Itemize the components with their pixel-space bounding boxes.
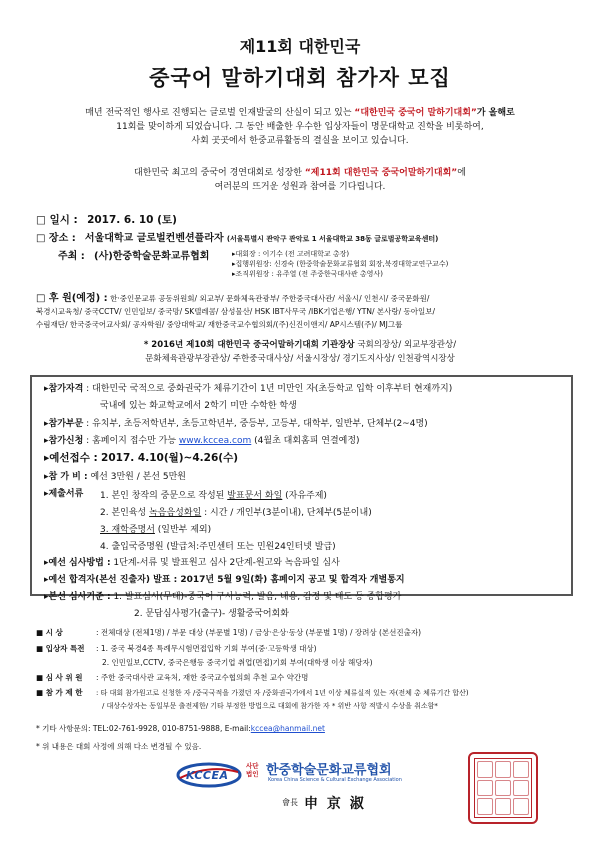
- benefit-1: : 1. 중국 북경4종 특례무시험면접입학 기회 부여(중·고등학생 대상): [96, 644, 317, 653]
- qualification-label: ▸참가자격: [44, 384, 84, 394]
- seal-characters: [476, 760, 530, 816]
- application-note: (4월초 대회홈피 연결예정): [251, 436, 360, 446]
- restriction-2: / 대상수상자는 동일부문 출전제한/ 기타 부정한 방법으로 대회에 참가한 자 * 위반 사항 적발시 수상을 취소함*: [102, 702, 438, 710]
- application-value: : 홈페이지 접수만 가능: [86, 436, 179, 446]
- email-link[interactable]: kccea@hanmail.net: [250, 724, 325, 733]
- sponsors-label: □ 후 원(예정) :: [36, 293, 108, 304]
- document-2-note: : 시간 / 개인부(3분이내), 단체부(5분이내): [201, 508, 372, 518]
- intro-paragraph: [40, 106, 560, 148]
- documents-label: ▸제출서류: [44, 489, 84, 499]
- benefit-2: 2. 인민일보,CCTV, 중국은행등 중국기업 취업(면접)기회 부여(대학생 이상 해당자): [102, 658, 373, 667]
- homepage-link[interactable]: www.kccea.com: [178, 436, 252, 446]
- inquiry-contact: * 기타 사항문의: TEL:02-761-9928, 010-8751-9888, E-mail:: [36, 724, 251, 733]
- criteria-label: ▸본선 심사기준 :: [44, 592, 111, 602]
- division-value: : 유치부, 초등저학년부, 초등고학년부, 중등부, 고등부, 대학부, 일반부, 단체부(2~4명): [86, 419, 428, 429]
- benefits-row: [36, 642, 317, 655]
- org-name-korean: 한중학술문화교류협회: [266, 763, 392, 778]
- document-item: [100, 505, 372, 522]
- fee-label: ▸참 가 비 :: [44, 472, 88, 482]
- sponsors-block: [36, 292, 435, 331]
- document-3-file: 3. 재학증명서: [100, 525, 155, 535]
- page-title: 중국어 말하기대회 참가자 모집: [149, 66, 451, 90]
- document-3-note: (일반부 제외): [154, 525, 212, 535]
- judges-label: ■ 심 사 위 원: [36, 673, 83, 682]
- president-name: 申 京 淑: [304, 796, 366, 812]
- screening-method-value: 1단계-서류 및 발표원고 심사 2단계-원고와 녹음파일 심사: [110, 558, 340, 568]
- intro-line1-tail: 가 올해로: [476, 108, 515, 118]
- date-row: [36, 214, 177, 227]
- invite-line1: 대한민국 최고의 중국어 경연대회로 성장한: [134, 168, 305, 178]
- preliminary-label: ▸예선접수 :: [44, 452, 98, 464]
- criteria-row: [44, 591, 401, 604]
- documents-list: [100, 488, 372, 556]
- document-item: [100, 522, 372, 539]
- document-item: [100, 488, 372, 505]
- result-row: [44, 574, 405, 587]
- screening-method-row: [44, 557, 340, 570]
- document-1-text: 1. 본인 창작의 중문으로 작성된: [100, 491, 228, 501]
- contest-edition-highlight: “제11회 대한민국 중국어말하기대회”: [304, 168, 458, 178]
- org-name-english: Korea China Science & Cultural Exchange Association: [268, 777, 402, 783]
- inquiry-note: [36, 722, 325, 735]
- venue-address: (서울특별시 관악구 관악로 1 서울대학교 38동 글로벌공학교육센터): [226, 235, 439, 243]
- document-2-file: 녹음음성화일: [149, 508, 202, 518]
- host-label: 주최 :: [58, 251, 85, 262]
- fee-row: [44, 471, 186, 484]
- awards-2016-title: * 2016년 제10회 대한민국 중국어말하기대회 기관장상: [143, 340, 355, 350]
- document-1-note: (자유주제): [282, 491, 327, 501]
- invite-line1-tail: 에: [457, 168, 466, 178]
- restriction-1: : 타 대회 참가원고로 신청한 자 /중국국적을 가졌던 자 /중화권국가에서 1년 이상 체류실적 있는 자(전체 총 체류기간 합산): [96, 689, 469, 697]
- application-label: ▸참가신청: [44, 436, 84, 446]
- host-row: [58, 250, 209, 263]
- division-label: ▸참가부문: [44, 419, 84, 429]
- prize-row: [36, 626, 421, 639]
- result-value: 2017년 5월 9일(화) 홈페이지 공고 및 합격자 개별통지: [177, 575, 405, 585]
- venue-row: [36, 232, 438, 246]
- sponsors-line1: 한·중인문교류 공동위원회/ 외교부/ 문화체육관광부/ 주한중국대사관/ 서울시/ 인천시/ 중국문화원/: [110, 294, 430, 303]
- committee-chair: ▸대회장 : 이기수 (전 고려대학교 총장): [232, 250, 350, 258]
- sponsors-line3: 수림재단/ 한국중국어교사회/ 공자학원/ 중앙대학교/ 재한중국교수협의회/(주)신진이앤지/ AP시스템(주)/ MJ그룹: [36, 320, 403, 329]
- awards-2016: [0, 338, 600, 366]
- venue-value: 서울대학교 글로벌컨벤션플라자: [84, 233, 224, 244]
- logo-text: KCCEA: [186, 769, 229, 782]
- criteria-item-1: 1. 발표심사(무대)-중국어 구사능력, 발음, 내용, 감정 및 태도 등 종합평가: [113, 592, 402, 602]
- edition-title: 제11회 대한민국: [239, 37, 361, 56]
- change-notice: * 위 내용은 대회 사정에 의해 다소 변경될 수 있음.: [36, 742, 202, 751]
- venue-label: □ 장소 :: [36, 233, 76, 244]
- screening-method-label: ▸예선 심사방법 :: [44, 558, 111, 568]
- documents-row: [44, 488, 83, 501]
- awards-2016-line1: 국회의장상/ 외교부장관상/: [354, 340, 457, 350]
- committee-organizing: ▸조직위원장 : 유주열 (전 주중한국대사관 총영사): [232, 270, 383, 278]
- application-row: [44, 435, 360, 448]
- intro-line2: 11회를 맞이하게 되었습니다. 그 동안 배출한 우수한 입상자들이 명문대학교 진학을 비롯하여,: [116, 122, 484, 132]
- legal-entity-mark: 사단 법인: [246, 762, 259, 778]
- host-value: (사)한중학술문화교류협회: [94, 251, 210, 262]
- judges-row: [36, 671, 308, 684]
- invite-line2: 여러분의 뜨거운 성원과 참여를 기다립니다.: [214, 182, 386, 192]
- document-2-text: 2. 본인육성: [100, 508, 150, 518]
- preliminary-row: [44, 452, 238, 465]
- document-1-file: 발표문서 화일: [227, 491, 283, 501]
- qualification-row: [44, 383, 452, 396]
- awards-2016-line2: 문화체육관광부장관상/ 주한중국대사상/ 서울시장상/ 경기도지사상/ 인천광역시장상: [145, 354, 455, 364]
- sponsors-line2: 북경시교육청/ 중국CCTV/ 인민일보/ 중국망/ SK텔레콤/ 삼성물산/ HSK IBT사무국 /IBK기업은행/ YTN/ 본사랑/ 동아일보/: [36, 307, 436, 316]
- kccea-logo: [176, 760, 242, 790]
- qualification-line2: 국내에 있는 화교학교에서 2학기 미만 수학한 학생: [100, 401, 297, 411]
- prize-label: ■ 시 상: [36, 628, 63, 637]
- criteria-item-2: 2. 문답심사평가(출구)- 생활중국어회화: [134, 609, 289, 619]
- date-value: 2017. 6. 10 (토): [87, 214, 177, 226]
- official-seal: [468, 752, 538, 824]
- fee-value: 예선 3만원 / 본선 5만원: [90, 472, 186, 482]
- intro-line3: 사회 곳곳에서 한중교류활동의 결실을 보이고 있습니다.: [191, 136, 409, 146]
- result-label: ▸예선 합격자(본선 진출자) 발표 :: [44, 575, 178, 585]
- prize-value: : 전체대상 (전체1명) / 부문 대상 (부문별 1명) / 금상·은상·동상 (부문별 1명) / 장려상 (본선진출자): [96, 628, 422, 637]
- contest-name-highlight: “대한민국 중국어 말하기대회”: [354, 108, 477, 118]
- division-row: [44, 418, 428, 431]
- qualification-line1: : 대한민국 국적으로 중화권국가 체류기간이 1년 미만인 자(초등학교 입학 이후부터 현재까지): [86, 384, 453, 394]
- date-label: □ 일시 :: [36, 214, 78, 226]
- restrictions-row: [36, 686, 469, 700]
- document-item: 4. 출입국증명원 (발급처:주민센터 또는 민원24인터넷 발급): [100, 542, 336, 552]
- committee-executive: ▸집행위원장: 신경숙 (한중학술문화교류협회 회장,북경대학교연구교수): [232, 260, 449, 268]
- judges-value: : 주한 중국대사관 교육처, 재한 중국교수협의회 추천 교수 약간명: [96, 673, 309, 682]
- benefits-label: ■ 입상자 특전: [36, 644, 85, 653]
- intro-line1: 매년 전국적인 행사로 진행되는 글로벌 인재발굴의 산실이 되고 있는: [85, 108, 355, 118]
- invite-paragraph: [40, 166, 560, 194]
- restrictions-label: ■ 참 가 제 한: [36, 688, 83, 697]
- committee-list: [232, 249, 448, 279]
- preliminary-period: 2017. 4.10(월)~4.26(수): [101, 452, 239, 464]
- president-title: 會長: [282, 798, 298, 807]
